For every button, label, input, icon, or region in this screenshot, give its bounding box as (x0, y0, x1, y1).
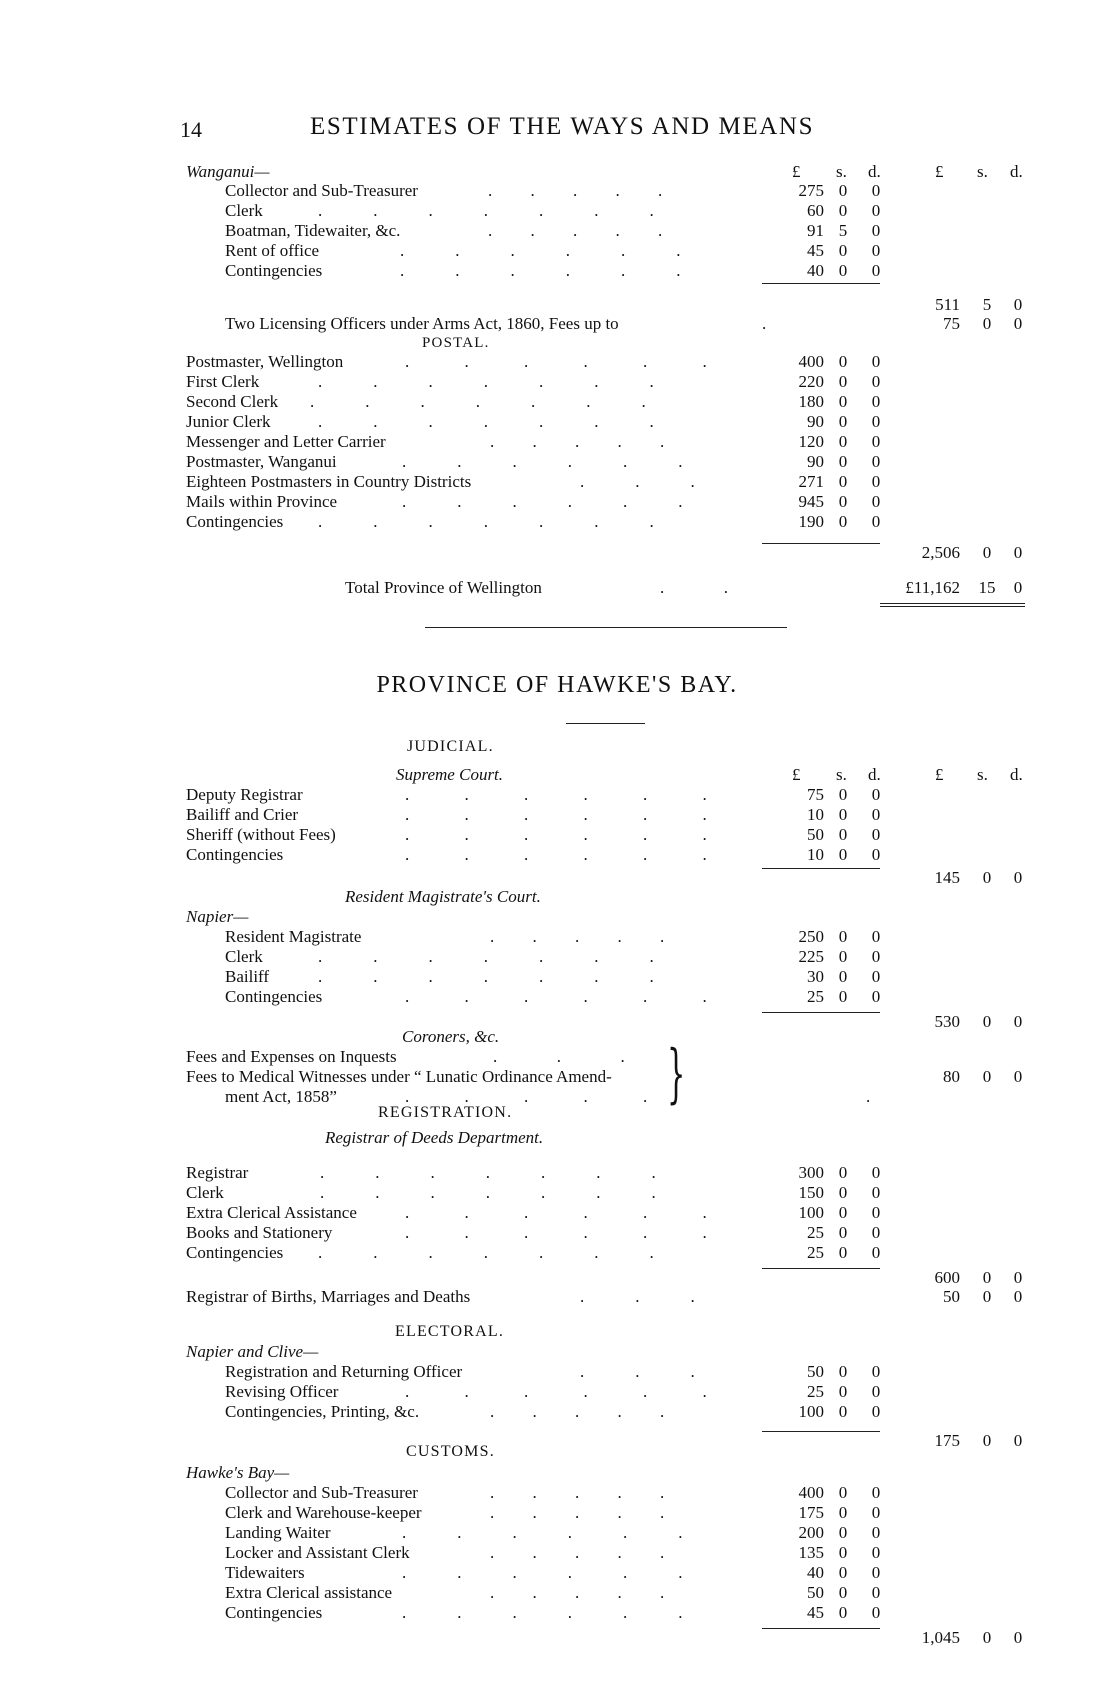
row-label: Eighteen Postmasters in Country Districts (186, 472, 472, 491)
table-row: Eighteen Postmasters in Country Districts . . . 271 0 0 (0, 472, 1114, 492)
amount-shillings: 0 (838, 261, 848, 280)
judicial-heading: JUDICIAL. (407, 738, 494, 755)
subtotal-pounds: 511 (935, 295, 960, 314)
table-row: Clerk . . . . . . . 60 0 0 (0, 201, 1114, 221)
row-label: Extra Clerical assistance (225, 1583, 393, 1602)
amount-shillings: 0 (838, 1563, 848, 1582)
amount-pounds: 150 (798, 1183, 824, 1202)
section-heading (0, 737, 1114, 757)
amount-pounds: 945 (798, 492, 824, 511)
row-label: Registrar (186, 1163, 249, 1182)
amount-pounds: 45 (807, 241, 824, 260)
table-row: Collector and Sub-Treasurer . . . . . 400 0 0 (0, 1483, 1114, 1503)
amount-pounds: 10 (807, 805, 824, 824)
section-heading (0, 1322, 1114, 1342)
napier-clive-heading: Napier and Clive— (186, 1342, 319, 1361)
row-label: Sheriff (without Fees) (186, 825, 336, 844)
subtotal-pounds: 175 (934, 1431, 960, 1450)
amount-pence: 0 (871, 1503, 881, 1522)
row-label: Contingencies (186, 845, 284, 864)
amount-shillings: 0 (982, 1287, 992, 1306)
col-head-shillings: s. (977, 765, 988, 784)
amount-shillings: 0 (838, 412, 848, 431)
amount-shillings: 0 (838, 987, 848, 1006)
right-brace-icon: } (667, 1037, 686, 1111)
amount-pence: 0 (871, 1223, 881, 1242)
amount-shillings: 0 (838, 1203, 848, 1222)
row-label: Clerk (186, 1183, 224, 1202)
total-double-rule (880, 603, 1025, 604)
page-title: ESTIMATES OF THE WAYS AND MEANS (310, 113, 815, 140)
subtotal-pounds: 600 (934, 1268, 960, 1287)
subtotal-pence: 0 (1013, 1431, 1023, 1450)
table-row: Postmaster, Wanganui . . . . . . 90 0 0 (0, 452, 1114, 472)
amount-pounds: 25 (807, 1223, 824, 1242)
row-label: Clerk and Warehouse-keeper (225, 1503, 422, 1522)
table-row: Registrar . . . . . . . 300 0 0 (0, 1163, 1114, 1183)
amount-pence: 0 (871, 472, 881, 491)
row-label: Boatman, Tidewaiter, &c. (225, 221, 401, 240)
registration-heading: REGISTRATION. (378, 1104, 513, 1121)
amount-shillings: 0 (838, 1543, 848, 1562)
amount-shillings: 0 (838, 845, 848, 864)
amount-pence: 0 (871, 1183, 881, 1202)
amount-pence: 0 (1013, 1287, 1023, 1306)
table-row: Contingencies . . . . . . 40 0 0 (0, 261, 1114, 281)
table-row: Sheriff (without Fees) . . . . . . 50 0 0 (0, 825, 1114, 845)
supreme-court-heading: Supreme Court. (396, 765, 504, 784)
col-head-pounds: £ (935, 162, 944, 181)
row-label: Postmaster, Wanganui (186, 452, 337, 471)
amount-pence: 0 (871, 825, 881, 844)
row-label: Bailiff (225, 967, 270, 986)
amount-pence: 0 (871, 492, 881, 511)
subtotal-pence: 0 (1013, 1012, 1023, 1031)
table-row: Extra Clerical assistance . . . . . 50 0 0 (0, 1583, 1114, 1603)
amount-pounds: 100 (798, 1203, 824, 1222)
amount-pounds: 75 (943, 314, 960, 333)
subtotal-shillings: 0 (982, 868, 992, 887)
amount-pence: 0 (871, 845, 881, 864)
table-row: First Clerk . . . . . . . 220 0 0 (0, 372, 1114, 392)
amount-pence: 0 (871, 432, 881, 451)
subtotal-row (0, 543, 1114, 563)
column-heading-row (0, 162, 1114, 182)
section-heading (0, 1103, 1114, 1123)
total-shillings: 15 (978, 578, 996, 597)
table-row: Landing Waiter . . . . . . 200 0 0 (0, 1523, 1114, 1543)
table-row: Revising Officer . . . . . . 25 0 0 (0, 1382, 1114, 1402)
row-label: Contingencies (225, 1603, 323, 1622)
amount-pence: 0 (871, 987, 881, 1006)
subtotal-pence: 0 (1013, 543, 1023, 562)
row-label: Collector and Sub-Treasurer (225, 181, 418, 200)
amount-pounds: 40 (807, 1563, 824, 1582)
amount-pence: 0 (871, 1362, 881, 1381)
amount-pence: 0 (871, 201, 881, 220)
col-head-pounds: £ (792, 162, 801, 181)
table-row: Registrar of Births, Marriages and Deaths . . . 50 0 0 (0, 1287, 1114, 1307)
total-pounds: £11,162 (905, 578, 960, 597)
amount-pence: 0 (871, 967, 881, 986)
subtotal-row (0, 295, 1114, 315)
coroners-line (0, 1067, 1114, 1087)
amount-shillings: 0 (838, 1163, 848, 1182)
amount-pounds: 250 (798, 927, 824, 946)
amount-shillings: 0 (838, 927, 848, 946)
col-head-pence: d. (868, 162, 881, 181)
amount-pounds: 90 (807, 452, 824, 471)
subtotal-rule (762, 283, 880, 284)
table-row: Deputy Registrar . . . . . . 75 0 0 (0, 785, 1114, 805)
subtotal-shillings: 0 (982, 543, 992, 562)
col-head-pence: d. (1010, 765, 1023, 784)
row-label: Deputy Registrar (186, 785, 303, 804)
amount-shillings: 0 (838, 825, 848, 844)
amount-pounds: 100 (798, 1402, 824, 1421)
amount-pence: 0 (871, 452, 881, 471)
amount-pence: 0 (871, 412, 881, 431)
table-row: Contingencies . . . . . . . 190 0 0 (0, 512, 1114, 532)
amount-pounds: 50 (943, 1287, 960, 1306)
amount-pounds: 135 (798, 1543, 824, 1562)
row-label: Registrar of Births, Marriages and Deaths (186, 1287, 471, 1306)
amount-shillings: 0 (838, 1382, 848, 1401)
amount-shillings: 0 (838, 1243, 848, 1262)
row-label: Two Licensing Officers under Arms Act, 1860, Fees up to (225, 314, 619, 333)
amount-pence: 0 (871, 947, 881, 966)
coroners-line: ment Act, 1858” . . . . . . (225, 1087, 871, 1106)
amount-pence: 0 (871, 1543, 881, 1562)
table-row: Collector and Sub-Treasurer . . . . . 275 0 0 (0, 181, 1114, 201)
amount-shillings: 0 (838, 432, 848, 451)
amount-shillings: 0 (838, 241, 848, 260)
amount-pence: 0 (871, 1163, 881, 1182)
row-label: Contingencies (186, 512, 284, 531)
table-row: Clerk . . . . . . . 150 0 0 (0, 1183, 1114, 1203)
subtotal-shillings: 0 (982, 1268, 992, 1287)
amount-pounds: 220 (798, 372, 824, 391)
row-label: Messenger and Letter Carrier (186, 432, 386, 451)
table-row: Messenger and Letter Carrier . . . . . 120 0 0 (0, 432, 1114, 452)
amount-pounds: 400 (798, 352, 824, 371)
subtotal-pounds: 2,506 (921, 543, 960, 562)
col-head-shillings: s. (977, 162, 988, 181)
row-label: Extra Clerical Assistance (186, 1203, 357, 1222)
amount-pence: 0 (871, 1483, 881, 1502)
subtotal-row (0, 1268, 1114, 1288)
electoral-heading: ELECTORAL. (395, 1323, 505, 1340)
amount-pence: 0 (871, 785, 881, 804)
subtotal-row (0, 1628, 1114, 1648)
table-row: Locker and Assistant Clerk . . . . . 135 0 0 (0, 1543, 1114, 1563)
amount-pounds: 190 (798, 512, 824, 531)
amount-shillings: 0 (838, 372, 848, 391)
table-row: Clerk . . . . . . . 225 0 0 (0, 947, 1114, 967)
amount-pence: 0 (871, 181, 881, 200)
row-label: Junior Clerk (186, 412, 271, 431)
subtotal-shillings: 5 (982, 295, 992, 314)
amount-pence: 0 (871, 1523, 881, 1542)
col-head-shillings: s. (836, 765, 847, 784)
table-row: Postmaster, Wellington . . . . . . 400 0 0 (0, 352, 1114, 372)
total-double-rule (880, 606, 1025, 607)
row-label: Landing Waiter (225, 1523, 331, 1542)
amount-pounds: 30 (807, 967, 824, 986)
table-row: Contingencies . . . . . . . 25 0 0 (0, 1243, 1114, 1263)
amount-pounds: 120 (798, 432, 824, 451)
amount-shillings: 0 (838, 1583, 848, 1602)
amount-shillings: 0 (838, 785, 848, 804)
coroners-heading: Coroners, &c. (402, 1027, 500, 1046)
amount-pounds: 50 (807, 1583, 824, 1602)
row-label: Books and Stationery (186, 1223, 333, 1242)
amount-shillings: 0 (838, 492, 848, 511)
row-label: Collector and Sub-Treasurer (225, 1483, 418, 1502)
postal-heading: POSTAL. (422, 335, 490, 351)
amount-pence: 0 (871, 241, 881, 260)
table-row: Books and Stationery . . . . . . 25 0 0 (0, 1223, 1114, 1243)
amount-shillings: 0 (838, 1483, 848, 1502)
row-label: First Clerk (186, 372, 260, 391)
subsection-heading (0, 907, 1114, 927)
amount-pence: 0 (871, 1203, 881, 1222)
row-label: Fees and Expenses on Inquests (186, 1047, 397, 1066)
subtotal-shillings: 0 (982, 1628, 992, 1647)
amount-pence: 0 (871, 372, 881, 391)
amount-pence: 0 (871, 1243, 881, 1262)
total-pence: 0 (1013, 578, 1023, 597)
subtotal-pounds: 145 (934, 868, 960, 887)
amount-pence: 0 (1013, 1067, 1023, 1086)
amount-pence: 0 (1013, 314, 1023, 333)
row-label: Tidewaiters (225, 1563, 305, 1582)
page-number: 14 (180, 117, 202, 142)
amount-pounds: 90 (807, 412, 824, 431)
row-label: Registration and Returning Officer (225, 1362, 463, 1381)
amount-pence: 0 (871, 261, 881, 280)
section-divider (425, 627, 787, 628)
amount-shillings: 0 (838, 805, 848, 824)
subtotal-pence: 0 (1013, 295, 1023, 314)
amount-shillings: 0 (838, 472, 848, 491)
col-head-pence: d. (868, 765, 881, 784)
amount-pounds: 45 (807, 1603, 824, 1622)
amount-pence: 0 (871, 1583, 881, 1602)
amount-shillings: 0 (838, 512, 848, 531)
amount-pounds: 60 (807, 201, 824, 220)
amount-pounds: 91 (807, 221, 824, 240)
table-row: Second Clerk . . . . . . . 180 0 0 (0, 392, 1114, 412)
subtotal-row (0, 868, 1114, 888)
amount-shillings: 0 (838, 201, 848, 220)
section-heading (0, 1442, 1114, 1462)
table-row: Resident Magistrate . . . . . 250 0 0 (0, 927, 1114, 947)
row-label: Clerk (225, 947, 263, 966)
subsection-heading (0, 1027, 1114, 1047)
deeds-heading: Registrar of Deeds Department. (325, 1128, 544, 1147)
amount-pounds: 200 (798, 1523, 824, 1542)
napier-heading: Napier— (186, 907, 249, 926)
amount-shillings: 0 (838, 967, 848, 986)
amount-shillings: 5 (838, 221, 848, 240)
row-label: Clerk (225, 201, 263, 220)
rm-court-heading: Resident Magistrate's Court. (345, 887, 541, 906)
table-row: Extra Clerical Assistance . . . . . . 100 0 0 (0, 1203, 1114, 1223)
subtotal-pounds: 530 (934, 1012, 960, 1031)
table-row: Rent of office . . . . . . 45 0 0 (0, 241, 1114, 261)
table-row: Contingencies . . . . . . 10 0 0 (0, 845, 1114, 865)
wanganui-heading: Wanganui— (186, 162, 270, 181)
row-label: ment Act, 1858” (225, 1087, 337, 1106)
province-title: PROVINCE OF HAWKE'S BAY. (376, 672, 738, 698)
table-row: Tidewaiters . . . . . . 40 0 0 (0, 1563, 1114, 1583)
amount-shillings: 0 (838, 1523, 848, 1542)
subsection-heading (0, 1342, 1114, 1362)
page-header (180, 113, 900, 153)
col-head-pounds: £ (935, 765, 944, 784)
table-row: Registration and Returning Officer . . . 50 0 0 (0, 1362, 1114, 1382)
amount-shillings: 0 (838, 947, 848, 966)
row-label: Postmaster, Wellington (186, 352, 344, 371)
amount-pounds: 25 (807, 987, 824, 1006)
subtotal-shillings: 0 (982, 1431, 992, 1450)
customs-heading: CUSTOMS. (406, 1443, 495, 1460)
amount-shillings: 0 (838, 1362, 848, 1381)
amount-shillings: 0 (838, 1183, 848, 1202)
coroners-line: Fees and Expenses on Inquests . . . (186, 1047, 625, 1066)
row-label: Resident Magistrate (225, 927, 362, 946)
table-row: Mails within Province . . . . . . 945 0 0 (0, 492, 1114, 512)
amount-shillings: 0 (838, 1603, 848, 1622)
amount-pounds: 275 (798, 181, 824, 200)
amount-pounds: 300 (798, 1163, 824, 1182)
table-row: Clerk and Warehouse-keeper . . . . . 175 0 0 (0, 1503, 1114, 1523)
amount-pounds: 225 (798, 947, 824, 966)
table-row: Contingencies . . . . . . 25 0 0 (0, 987, 1114, 1007)
amount-pounds: 80 (943, 1067, 960, 1086)
subtotal-pence: 0 (1013, 868, 1023, 887)
total-label: Total Province of Wellington (345, 578, 542, 597)
amount-pence: 0 (871, 1382, 881, 1401)
row-label: Fees to Medical Witnesses under “ Lunatic Ordinance Amend- (186, 1067, 612, 1086)
row-label: Revising Officer (225, 1382, 339, 1401)
col-head-shillings: s. (836, 162, 847, 181)
amount-pence: 0 (871, 221, 881, 240)
amount-shillings: 0 (838, 1402, 848, 1421)
subsection-heading (0, 1463, 1114, 1483)
row-label: Contingencies (225, 987, 323, 1006)
table-row: Contingencies . . . . . . 45 0 0 (0, 1603, 1114, 1623)
amount-pounds: 75 (807, 785, 824, 804)
amount-pounds: 50 (807, 825, 824, 844)
amount-pence: 0 (871, 1603, 881, 1622)
amount-shillings: 0 (838, 181, 848, 200)
total-row: Total Province of Wellington . . £11,162 15 0 (0, 578, 1114, 598)
table-row: Bailiff and Crier . . . . . . 10 0 0 (0, 805, 1114, 825)
subtotal-shillings: 0 (982, 1012, 992, 1031)
amount-pounds: 40 (807, 261, 824, 280)
row-label: Contingencies (225, 261, 323, 280)
amount-pounds: 180 (798, 392, 824, 411)
amount-shillings: 0 (982, 1067, 992, 1086)
subtotal-pounds: 1,045 (921, 1628, 960, 1647)
amount-pence: 0 (871, 512, 881, 531)
table-row: Junior Clerk . . . . . . . 90 0 0 (0, 412, 1114, 432)
row-label: Bailiff and Crier (186, 805, 299, 824)
amount-shillings: 0 (982, 314, 992, 333)
amount-shillings: 0 (838, 1503, 848, 1522)
amount-pounds: 25 (807, 1243, 824, 1262)
amount-pounds: 10 (807, 845, 824, 864)
amount-pence: 0 (871, 1563, 881, 1582)
row-label: Contingencies, Printing, &c. (225, 1402, 420, 1421)
col-head-pounds: £ (792, 765, 801, 784)
row-label: Rent of office (225, 241, 320, 260)
row-label: Contingencies (186, 1243, 284, 1262)
col-head-pence: d. (1010, 162, 1023, 181)
amount-pounds: 271 (798, 472, 824, 491)
subsection-heading (0, 1128, 1114, 1148)
amount-pence: 0 (871, 805, 881, 824)
row-label: Mails within Province (186, 492, 338, 511)
subtotal-pence: 0 (1013, 1268, 1023, 1287)
hawkes-bay-heading: Hawke's Bay— (186, 1463, 290, 1482)
amount-shillings: 0 (838, 352, 848, 371)
amount-pounds: 25 (807, 1382, 824, 1401)
amount-pence: 0 (871, 1402, 881, 1421)
row-label: Second Clerk (186, 392, 279, 411)
amount-pounds: 175 (798, 1503, 824, 1522)
amount-pence: 0 (871, 927, 881, 946)
amount-pence: 0 (871, 392, 881, 411)
amount-pence: 0 (871, 352, 881, 371)
amount-shillings: 0 (838, 452, 848, 471)
title-rule (566, 723, 645, 724)
subtotal-pence: 0 (1013, 1628, 1023, 1647)
row-label: Locker and Assistant Clerk (225, 1543, 410, 1562)
table-row: Bailiff . . . . . . . 30 0 0 (0, 967, 1114, 987)
amount-shillings: 0 (838, 1223, 848, 1242)
amount-shillings: 0 (838, 392, 848, 411)
amount-pounds: 400 (798, 1483, 824, 1502)
section-heading (0, 333, 1114, 353)
subsection-heading (0, 887, 1114, 907)
table-row: Boatman, Tidewaiter, &c. . . . . . 91 5 0 (0, 221, 1114, 241)
amount-pounds: 50 (807, 1362, 824, 1381)
table-row: Two Licensing Officers under Arms Act, 1860, Fees up to . 75 0 0 (0, 314, 1114, 334)
column-heading-row (0, 765, 1114, 785)
table-row: Contingencies, Printing, &c. . . . . . 100 0 0 (0, 1402, 1114, 1422)
